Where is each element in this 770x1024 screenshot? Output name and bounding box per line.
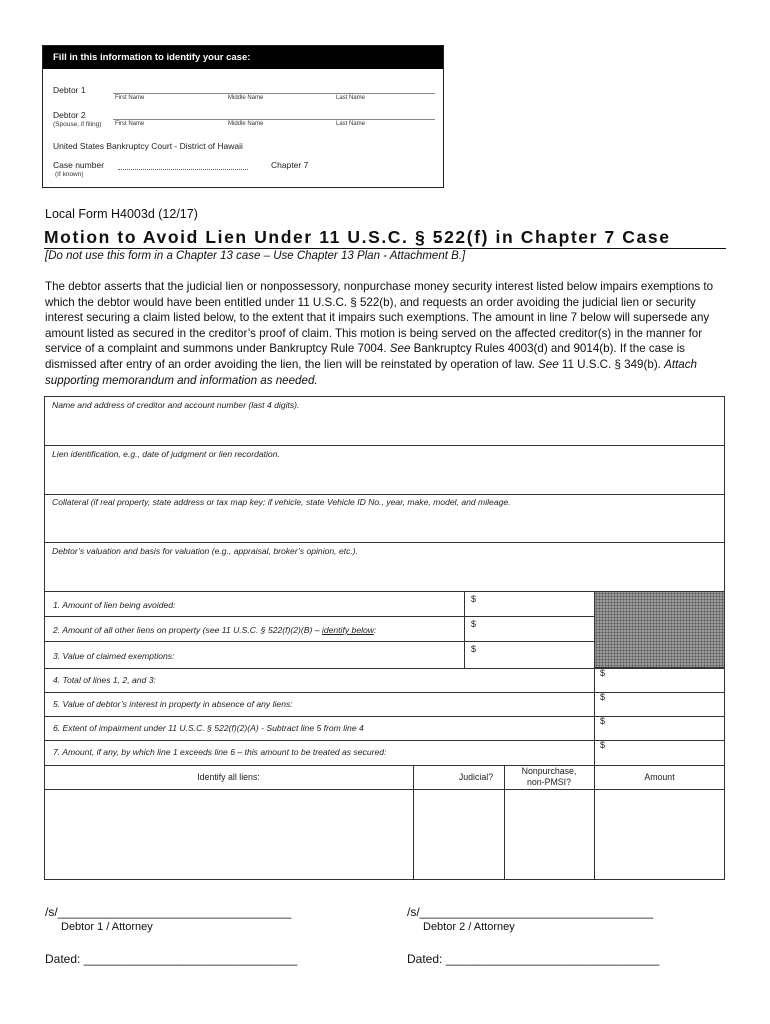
see-citation-2: See (538, 357, 559, 371)
line3-dollar-sign: $ (471, 644, 477, 654)
line7-label: 7. Amount, if any, by which line 1 exceeds line 6 – this amount to be treated as secured: (53, 747, 387, 757)
debtor2-signature-label: Debtor 2 / Attorney (423, 921, 515, 933)
line5-dollar-sign: $ (600, 692, 606, 702)
body-part-3: 11 U.S.C. § 349(b). (558, 357, 665, 371)
lien-amount-field[interactable] (595, 790, 724, 879)
debtor2-last-name-label: Last Name (336, 121, 366, 127)
judicial-field[interactable] (414, 790, 503, 879)
form-identifier: Local Form H4003d (12/17) (45, 207, 198, 221)
debtor2-signature-line[interactable]: /s/___________________________________ (407, 905, 654, 919)
valuation-field[interactable] (45, 558, 724, 590)
debtor2-label: Debtor 2 (53, 110, 86, 120)
debtor2-date-line[interactable]: Dated: ________________________________ (407, 952, 660, 966)
creditor-label: Name and address of creditor and account number (last 4 digits). (52, 400, 300, 410)
debtor1-last-name-label: Last Name (336, 95, 366, 101)
line2-label: 2. Amount of all other liens on property (see 11 U.S.C. § 522(f)(2)(B) – identify below: (53, 625, 377, 635)
case-info-header: Fill in this information to identify your case: (43, 46, 443, 69)
court-name: United States Bankruptcy Court - District of Hawaii (53, 141, 243, 151)
line7-amount-field[interactable] (608, 741, 723, 763)
body-part-1: The debtor asserts that the judicial lien or nonpossessory, nonpurchase money security interest listed below impairs exemptions to which the debtor would have been entitled under 11 U.S.C. § 522(b), and requests an order avoiding the judicial lien or security interest securing a claim listed below, to the extent that it impairs such exemptions. The amount in line 7 below will supersede any amount listed as secured in the creditor’s proof of claim. This motion is being served on the affected creditor(s) in the manner for service of a complaint and summons under Bankruptcy Rule 7004. (45, 280, 714, 356)
case-number-field[interactable] (118, 169, 248, 170)
attach-instruction: Attach supporting memorandum and information as needed. (45, 357, 697, 387)
case-number-note: (If known) (55, 171, 84, 178)
judicial-header: Judicial? (458, 772, 494, 782)
nonpurchase-header: Nonpurchase, non-PMSI? (521, 766, 577, 787)
amount-header: Amount (644, 772, 675, 782)
debtor1-first-name-label: First Name (115, 95, 145, 101)
debtor2-middle-name-label: Middle Name (228, 121, 264, 127)
line6-dollar-sign: $ (600, 716, 606, 726)
debtor1-signature-line[interactable]: /s/___________________________________ (45, 905, 292, 919)
lien-identification-label: Lien identification, e.g., date of judgment or lien recordation. (52, 449, 280, 459)
debtor1-label: Debtor 1 (53, 85, 86, 95)
debtor1-middle-name-label: Middle Name (228, 95, 264, 101)
debtor1-name-field[interactable] (113, 93, 435, 94)
liens-list-field[interactable] (45, 790, 412, 879)
identify-below-link: identify below (321, 625, 374, 635)
lien-identification-field[interactable] (45, 461, 724, 493)
nonpurchase-field[interactable] (505, 790, 593, 879)
line1-label: 1. Amount of lien being avoided: (53, 600, 176, 610)
body-part-2: Bankruptcy Rules 4003(d) and 9014(b). If the case is dismissed after entry of an order avoiding the lien, the lien will be reinstated by operation of law. (45, 342, 685, 371)
case-info-box (42, 45, 444, 188)
line1-dollar-sign: $ (471, 594, 477, 604)
form-title: Motion to Avoid Lien Under 11 U.S.C. § 522(f) in Chapter 7 Case (44, 227, 726, 249)
line1-amount-field[interactable] (478, 593, 592, 615)
identify-liens-header: Identify all liens: (197, 772, 260, 782)
chapter-label: Chapter 7 (271, 160, 309, 170)
debtor1-signature-label: Debtor 1 / Attorney (61, 921, 153, 933)
line6-amount-field[interactable] (608, 717, 723, 739)
debtor2-name-field[interactable] (113, 119, 435, 120)
line2-amount-field[interactable] (478, 618, 592, 640)
see-citation-1: See (389, 342, 411, 356)
line6-label: 6. Extent of impairment under 11 U.S.C. § 522(f)(2)(A) - Subtract line 5 from line 4 (53, 723, 364, 733)
shaded-area (594, 591, 725, 668)
line3-amount-field[interactable] (478, 643, 592, 665)
line4-label: 4. Total of lines 1, 2, and 3: (53, 675, 156, 685)
line5-label: 5. Value of debtor’s interest in property in absence of any liens: (53, 699, 293, 709)
debtor2-first-name-label: First Name (115, 121, 145, 127)
line4-amount-field[interactable] (608, 669, 723, 691)
line4-dollar-sign: $ (600, 668, 606, 678)
case-number-label: Case number (53, 160, 105, 170)
line2-dollar-sign: $ (471, 619, 477, 629)
collateral-field[interactable] (45, 509, 724, 541)
creditor-field[interactable] (45, 412, 724, 444)
valuation-label: Debtor’s valuation and basis for valuation (e.g., appraisal, broker’s opinion, etc.). (52, 546, 359, 556)
debtor1-date-line[interactable]: Dated: ________________________________ (45, 952, 298, 966)
debtor2-spouse-note: (Spouse, if filing) (53, 121, 102, 128)
motion-body (45, 279, 735, 388)
form-usage-note: [Do not use this form in a Chapter 13 case – Use Chapter 13 Plan - Attachment B.] (45, 250, 466, 262)
collateral-label: Collateral (if real property, state address or tax map key; if vehicle, state Vehicle ID No., year, make, model, and mileage. (52, 497, 511, 507)
line7-dollar-sign: $ (600, 740, 606, 750)
line3-label: 3. Value of claimed exemptions: (53, 651, 175, 661)
line5-amount-field[interactable] (608, 693, 723, 715)
